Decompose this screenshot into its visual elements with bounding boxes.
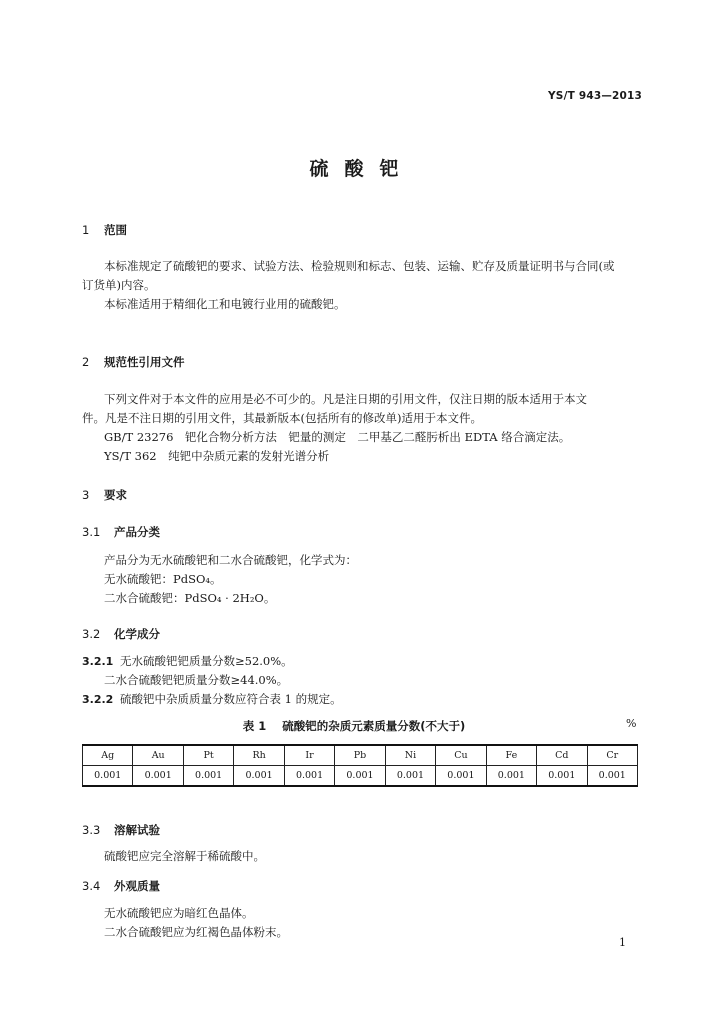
header-cell: Cr [587,745,637,766]
section-3-1-line-1: 产品分为无水硫酸钯和二水合硫酸钯，化学式为： [104,553,357,567]
table-label: 表 1 [242,719,267,733]
subsection-title: 化学成分 [114,627,160,641]
header-cell: Ag [83,745,133,766]
value-cell: 0.001 [183,766,233,787]
page-number: 1 [619,936,626,949]
section-3-2-heading [82,626,160,642]
clause-text: 无水硫酸钯钯质量分数≥52.0%。 [120,654,293,668]
section-number: 3 [82,488,90,502]
value-cell: 0.001 [284,766,334,787]
section-3-4-line-2: 二水合硫酸钯应为红褐色晶体粉末。 [104,925,288,939]
section-title: 范围 [104,223,127,237]
clause-number: 3.2.1 [82,655,114,668]
clause-number: 3.2.2 [82,693,114,706]
clause-text: 硫酸钯中杂质质量分数应符合表 1 的规定。 [120,692,342,706]
table-unit: % [626,717,637,730]
header-cell: Rh [234,745,284,766]
subsection-title: 外观质量 [114,879,160,893]
header-cell: Cd [537,745,587,766]
value-cell: 0.001 [486,766,536,787]
section-2-heading [82,354,185,370]
subsection-number: 3.4 [82,879,101,893]
header-cell: Ir [284,745,334,766]
document-title: 硫酸钯 [309,158,415,180]
value-cell: 0.001 [133,766,183,787]
section-3-heading [82,487,127,503]
section-1-heading [82,222,127,238]
section-number: 1 [82,223,90,237]
value-cell: 0.001 [537,766,587,787]
section-2-paragraph-line-1: 下列文件对于本文件的应用是必不可少的。凡是注日期的引用文件，仅注日期的版本适用于本文 [104,392,587,406]
table-title: 硫酸钯的杂质元素质量分数(不大于) [282,719,466,733]
header-cell: Fe [486,745,536,766]
section-3-3-line-1: 硫酸钯应完全溶解于稀硫酸中。 [104,849,265,863]
subsection-number: 3.1 [82,525,101,539]
value-cell: 0.001 [436,766,486,787]
section-title: 要求 [104,488,127,502]
section-1-paragraph-2: 本标准适用于精细化工和电镀行业用的硫酸钯。 [104,297,346,311]
subsection-title: 产品分类 [114,525,160,539]
value-cell: 0.001 [385,766,435,787]
section-3-2-1 [82,653,293,669]
value-cell: 0.001 [587,766,637,787]
header-cell: Pb [335,745,385,766]
header-cell: Au [133,745,183,766]
table-row [83,766,638,787]
section-1-paragraph-1-line-2: 订货单)内容。 [82,278,156,292]
section-3-4-heading [82,878,160,894]
reference-gb-t-23276: GB/T 23276 钯化合物分析方法 钯量的测定 二甲基乙二醛肟析出 EDTA 络合滴定法。 [104,430,571,444]
section-3-3-heading [82,822,160,838]
subsection-number: 3.2 [82,627,101,641]
value-cell: 0.001 [335,766,385,787]
section-3-2-2 [82,691,342,707]
subsection-title: 溶解试验 [114,823,160,837]
value-cell: 0.001 [83,766,133,787]
header-cell: Cu [436,745,486,766]
standard-number: YS/T 943—2013 [548,90,643,102]
section-number: 2 [82,355,90,369]
section-3-4-line-1: 无水硫酸钯应为暗红色晶体。 [104,906,254,920]
section-3-1-line-3: 二水合硫酸钯：PdSO₄ · 2H₂O。 [104,591,276,605]
section-3-1-line-2: 无水硫酸钯：PdSO₄。 [104,572,222,586]
section-2-paragraph-line-2: 件。凡是不注日期的引用文件，其最新版本(包括所有的修改单)适用于本文件。 [82,411,482,425]
section-1-paragraph-1-line-1: 本标准规定了硫酸钯的要求、试验方法、检验规则和标志、包装、运输、贮存及质量证明书与合同(或 [104,259,615,273]
subsection-number: 3.3 [82,823,101,837]
section-3-2-1-line-2: 二水合硫酸钯钯质量分数≥44.0%。 [104,673,289,687]
reference-ys-t-362: YS/T 362 纯钯中杂质元素的发射光谱分析 [104,449,330,463]
header-cell: Ni [385,745,435,766]
impurity-table [82,744,638,787]
table-header-row [83,745,638,766]
table-1-caption [0,718,708,734]
header-cell: Pt [183,745,233,766]
section-3-1-heading [82,524,160,540]
section-title: 规范性引用文件 [104,355,185,369]
value-cell: 0.001 [234,766,284,787]
